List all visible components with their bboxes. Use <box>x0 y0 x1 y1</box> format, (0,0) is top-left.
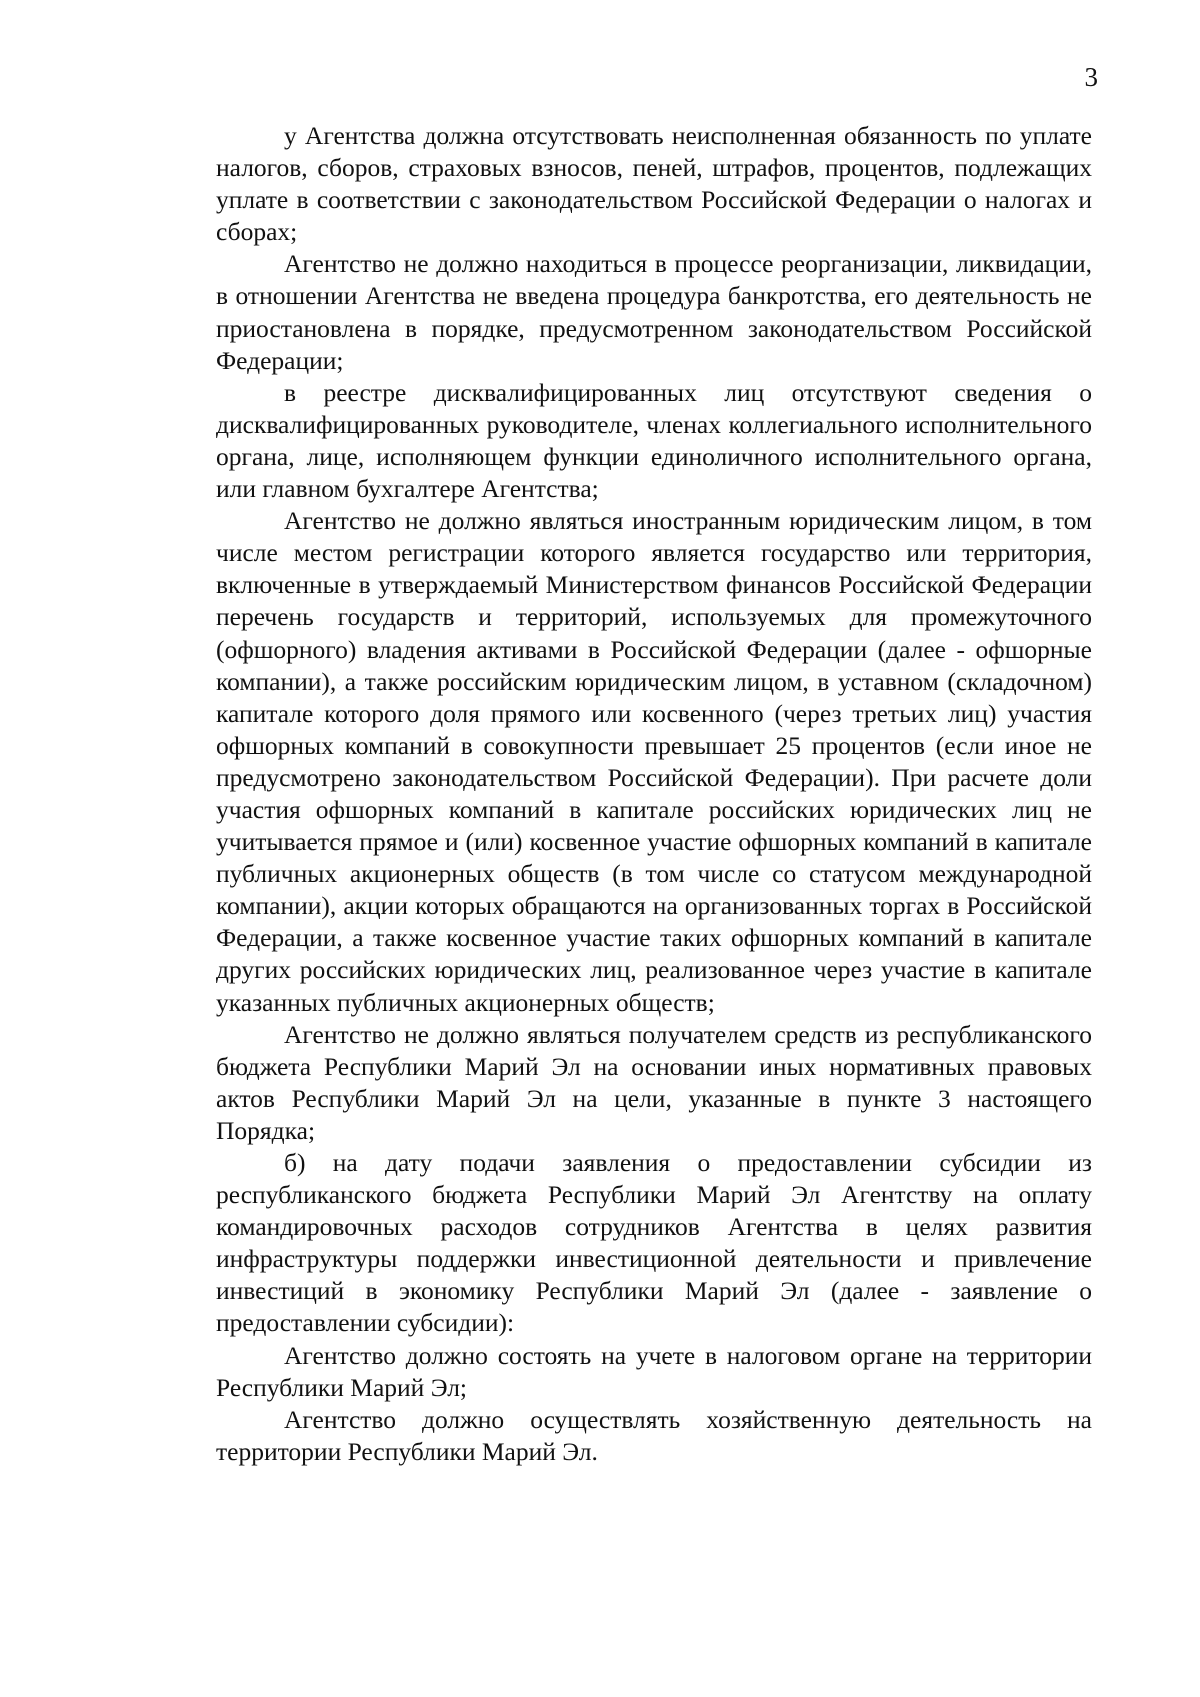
paragraph-tax-obligations: у Агентства должна отсутствовать неисполненная обязанность по уплате налогов, сборов, страховых взносов, пеней, штрафов, процентов, подлежащих уплате в соответствии с законодательством Российской Федерации о налогах и сборах; <box>216 121 1092 247</box>
paragraph-application-date: б) на дату подачи заявления о предоставлении субсидии из республиканского бюджета Республики Марий Эл Агентству на оплату командировочных расходов сотрудников Агентства в целях развития инфраструктуры поддержки инвестиционной деятельности и привлечение инвестиций в экономику Республики Марий Эл (далее - заявление о предоставлении субсидии): <box>216 1148 1092 1338</box>
paragraph-disqualified-persons: в реестре дисквалифицированных лиц отсутствуют сведения о дисквалифицированных руководителе, членах коллегиального исполнительного органа, лице, исполняющем функции единоличного исполнительного органа, или главном бухгалтере Агентства; <box>216 377 1092 504</box>
paragraph-reorganization: Агентство не должно находиться в процессе реорганизации, ликвидации, в отношении Агентства не введена процедура банкротства, его деятельность не приостановлена в порядке, предусмотренном законодательством Российской Федерации; <box>216 249 1092 375</box>
paragraph-tax-registration: Агентство должно состоять на учете в налоговом органе на территории Республики Марий Эл; <box>216 1340 1092 1402</box>
paragraph-offshore-companies: Агентство не должно являться иностранным юридическим лицом, в том числе местом регистрации которого является государство или территория, включенные в утверждаемый Министерством финансов Российской Федерации перечень государств и территорий, используемых для промежуточного (офшорного) владения активами в Российской Федерации (далее - офшорные компании), а также российским юридическим лицом, в уставном (складочном) капитале которого доля прямого или косвенного (через третьих лиц) участия офшорных компаний в совокупности превышает 25 процентов (если иное не предусмотрено законодательством Российской Федерации). При расчете доли участия офшорных компаний в капитале российских юридических лиц не учитывается прямое и (или) косвенное участие офшорных компаний в капитале публичных акционерных обществ (в том числе со статусом международной компании), акции которых обращаются на организованных торгах в Российской Федерации, а также косвенное участие таких офшорных компаний в капитале других российских юридических лиц, реализованное через участие в капитале указанных публичных акционерных обществ; <box>216 506 1092 1017</box>
paragraph-other-funding: Агентство не должно являться получателем средств из республиканского бюджета Республики Марий Эл на основании иных нормативных правовых актов Республики Марий Эл на цели, указанные в пункте 3 настоящего Порядка; <box>216 1019 1092 1145</box>
paragraph-economic-activity: Агентство должно осуществлять хозяйственную деятельность на территории Республики Марий Эл. <box>216 1404 1092 1466</box>
document-body <box>216 120 1092 1468</box>
page-number: 3 <box>1084 62 1098 92</box>
